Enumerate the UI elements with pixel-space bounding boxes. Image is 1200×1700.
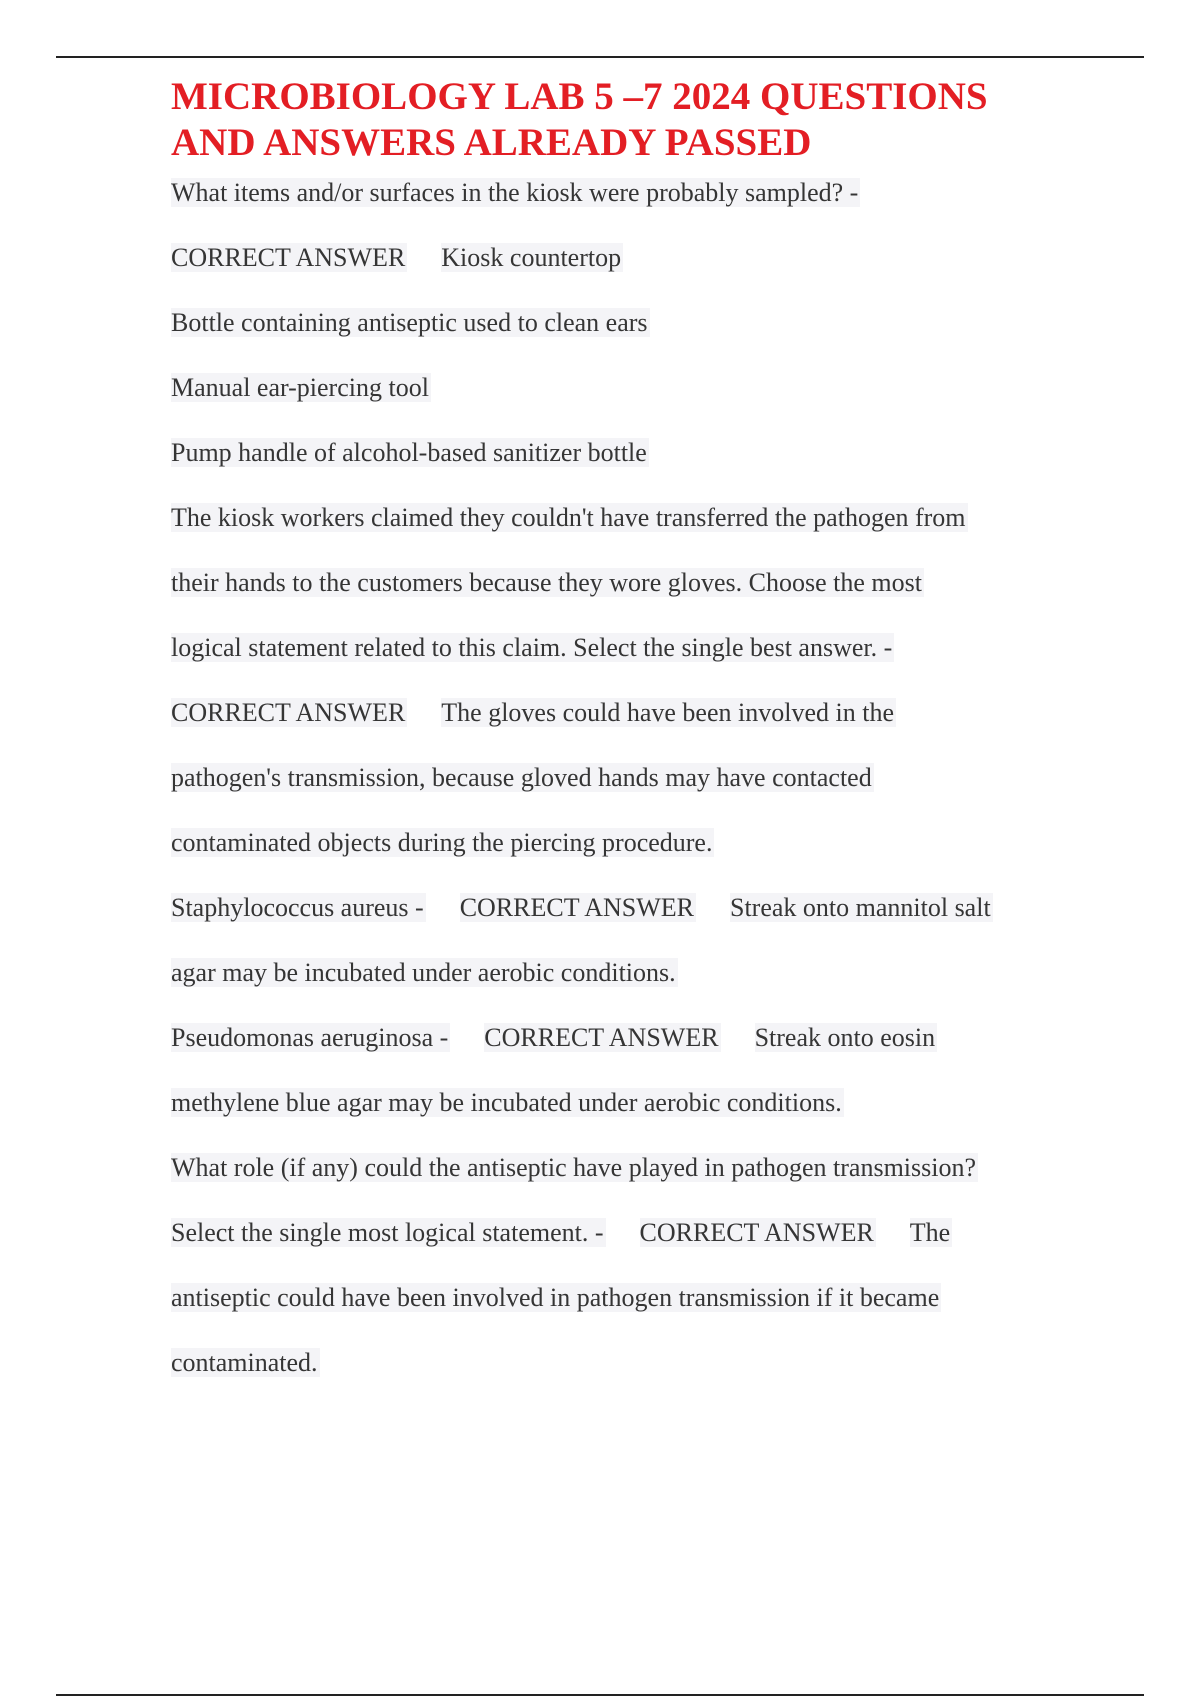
text-line [171,1330,1071,1395]
text-segment: Select the single most logical statement. - [171,1218,604,1247]
text-segment: Pseudomonas aeruginosa - [171,1023,449,1052]
text-line [171,485,1071,550]
text-segment: CORRECT ANSWER [171,243,406,272]
text-segment: Kiosk countertop [441,243,622,272]
text-line [171,290,1071,355]
text-line [171,1265,1071,1330]
text-line [171,160,1071,225]
text-line [171,745,1071,810]
text-segment: The [909,1218,951,1247]
text-segment: CORRECT ANSWER [171,698,406,727]
text-segment: contaminated objects during the piercing procedure. [171,828,713,857]
document-body [171,74,1071,1395]
text-segment: Bottle containing antiseptic used to clean ears [171,308,648,337]
text-segment: Streak onto mannitol salt [729,893,991,922]
document-title [171,74,1071,166]
text-line [171,420,1071,485]
text-line [171,810,1071,875]
text-segment: The gloves could have been involved in the [441,698,894,727]
text-line [171,1070,1071,1135]
text-segment: methylene blue agar may be incubated under aerobic conditions. [171,1088,842,1117]
text-segment: antiseptic could have been involved in pathogen transmission if it became [171,1283,940,1312]
text-segment: The kiosk workers claimed they couldn't have transferred the pathogen from [171,503,966,532]
text-line [171,940,1071,1005]
text-segment: What role (if any) could the antiseptic have played in pathogen transmission? [171,1153,977,1182]
text-segment: What items and/or surfaces in the kiosk were probably sampled? - [171,178,859,207]
text-line [171,550,1071,615]
text-segment: agar may be incubated under aerobic conditions. [171,958,676,987]
bottom-rule [56,1694,1144,1696]
text-line [171,1005,1071,1070]
text-segment: their hands to the customers because they wore gloves. Choose the most [171,568,922,597]
text-segment: Pump handle of alcohol-based sanitizer bottle [171,438,647,467]
text-line [171,1200,1071,1265]
qa-text [171,160,1071,1395]
text-segment: logical statement related to this claim. Select the single best answer. - [171,633,893,662]
text-line [171,355,1071,420]
text-segment: CORRECT ANSWER [639,1218,874,1247]
title-line-2: AND ANSWERS ALREADY PASSED [171,121,812,164]
text-line [171,615,1071,680]
text-segment: contaminated. [171,1348,318,1377]
top-rule [56,56,1144,58]
text-line [171,225,1071,290]
text-segment: CORRECT ANSWER [459,893,694,922]
text-segment: Staphylococcus aureus - [171,893,424,922]
text-segment: CORRECT ANSWER [484,1023,719,1052]
text-segment: Manual ear-piercing tool [171,373,429,402]
text-line [171,680,1071,745]
text-segment: Streak onto eosin [754,1023,936,1052]
title-line-1: MICROBIOLOGY LAB 5 –7 2024 QUESTIONS [171,75,988,118]
text-line [171,875,1071,940]
text-segment: pathogen's transmission, because gloved hands may have contacted [171,763,872,792]
text-line [171,1135,1071,1200]
